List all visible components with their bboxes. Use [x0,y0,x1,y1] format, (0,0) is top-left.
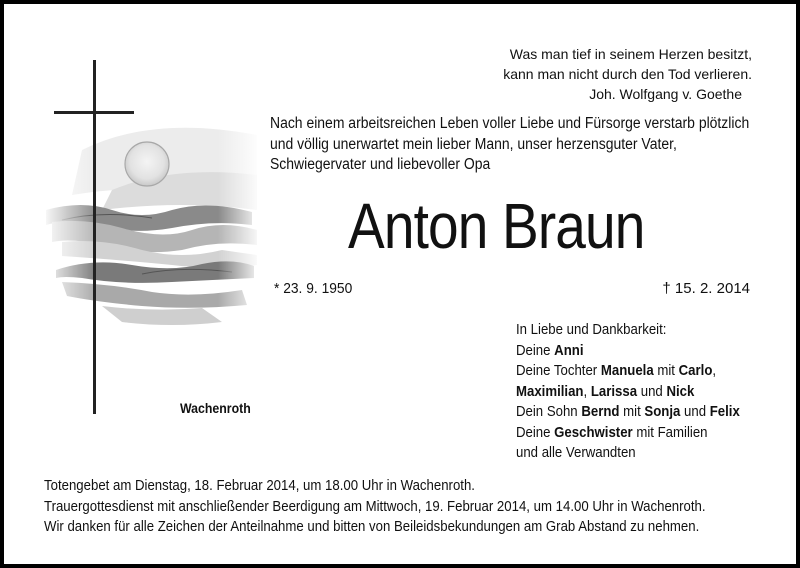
footer-line-2: Trauergottesdienst mit anschließender Beerdigung am Mittwoch, 19. Februar 2014, um 14.00 Uhr in Wachenroth. [44,497,706,515]
comma: , [583,382,588,400]
footer-line-3: Wir danken für alle Zeichen der Anteilnahme und bitten von Beileidsbekundungen am Grab Abstand zu nehmen. [44,518,700,535]
edge-fade [42,100,262,340]
mourner-son [516,402,740,423]
son-child-name: Felix [709,403,740,420]
siblings-prefix: Deine [516,423,551,441]
daughter-prefix: Deine Tochter [516,362,598,379]
und-word: und [640,382,663,400]
mourner-wife [516,341,740,362]
goethe-quote [503,44,752,104]
mourner-daughter [516,361,740,382]
quote-author: Joh. Wolfgang v. Goethe [589,86,742,102]
daughter-partner-name: Carlo [678,362,713,379]
son-partner-name: Sonja [644,403,681,420]
wife-name: Anni [554,341,584,359]
mourners-list [516,320,770,464]
footer-line-1: Totengebet am Dienstag, 18. Februar 2014, um 18.00 Uhr in Wachenroth. [44,477,475,494]
deceased-name: Anton Braun [348,190,645,262]
service-details [44,476,796,538]
siblings-suffix: mit Familien [636,423,708,441]
intro-line-3: Schwiegervater und liebevoller Opa [270,156,491,173]
place-name: Wachenroth [180,400,251,416]
grandchild-name-2: Larissa [590,382,638,400]
mourner-relatives: und alle Verwandten [516,444,636,461]
grandchild-name-3: Nick [666,382,695,400]
mourner-grandchildren [516,382,740,403]
intro-text [270,114,800,176]
cross-landscape-illustration [42,60,262,420]
mit-word: mit [657,362,675,379]
birth-date: * 23. 9. 1950 [274,280,353,297]
intro-line-2: und völlig unerwartet mein lieber Mann, unser herzensguter Vater, [270,135,677,153]
und-word: und [684,403,707,420]
son-name: Bernd [581,403,620,420]
son-prefix: Dein Sohn [516,403,578,420]
grandchild-name-1: Maximilian [516,382,584,400]
daughter-name: Manuela [600,362,654,379]
mourners-heading: In Liebe und Dankbarkeit: [516,321,667,338]
quote-line-1: Was man tief in seinem Herzen besitzt, [509,46,752,62]
mourner-siblings [516,423,740,444]
comma: , [712,362,717,379]
mit-word: mit [623,403,641,420]
death-date: † 15. 2. 2014 [662,280,750,297]
quote-line-2: kann man nicht durch den Tod verlieren. [503,66,752,82]
intro-line-1: Nach einem arbeitsreichen Leben voller Liebe und Fürsorge verstarb plötzlich [270,115,750,132]
siblings-label: Geschwister [554,423,633,441]
wife-prefix: Deine [516,341,551,359]
